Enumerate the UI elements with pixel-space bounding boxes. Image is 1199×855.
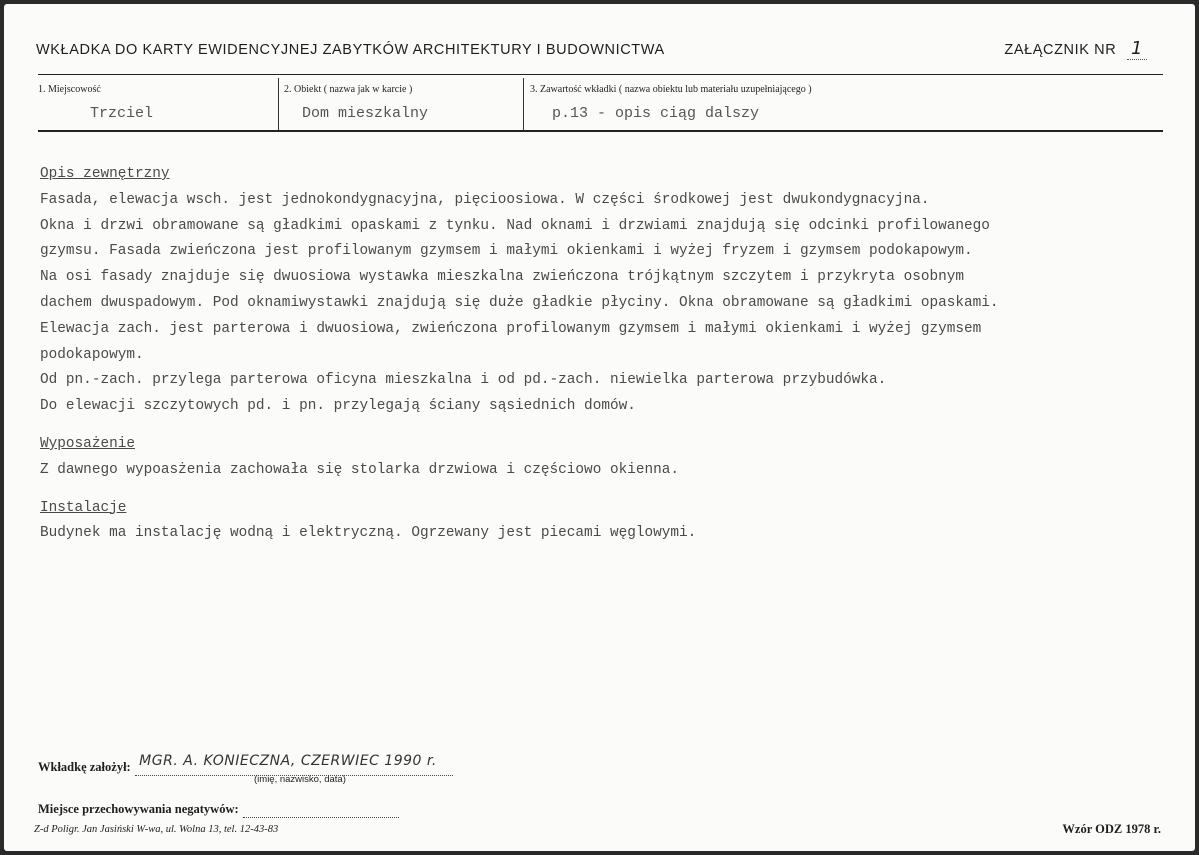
section-heading-installations: Instalacje	[40, 499, 127, 516]
negatives-label: Miejsce przechowywania negatywów:	[38, 802, 239, 816]
contents-value: p.13 - opis ciąg dalszy	[552, 105, 760, 122]
exterior-line: Od pn.-zach. przylega parterowa oficyna mieszkalna i od pd.-zach. niewielka parterowa przybudówka.	[40, 372, 887, 389]
negatives-field	[243, 805, 399, 818]
exterior-line: Fasada, elewacja wsch. jest jednokondygnacyjna, pięcioosiowa. W części środkowej jest dwukondygnacyjna.	[40, 191, 930, 208]
furnishing-line: Z dawnego wypoasżenia zachowała się stolarka drzwiowa i częściowo okienna.	[40, 461, 680, 478]
contents-label: 3. Zawartość wkładki ( nazwa obiektu lub materiału uzupełniającego )	[530, 84, 812, 95]
section-heading-exterior: Opis zewnętrzny	[40, 166, 170, 182]
object-value: Dom mieszkalny	[302, 105, 429, 122]
exterior-line: Okna i drzwi obramowane są gładkimi opaskami z tynku. Nad oknami i drzwiami znajdują się odcinki profilowanego	[40, 217, 990, 234]
header-rule-bottom	[38, 130, 1163, 132]
exterior-line: Do elewacji szczytowych pd. i pn. przylegają ściany sąsiednich domów.	[40, 398, 636, 415]
section-heading-furnishing: Wyposażenie	[40, 435, 135, 452]
printer-imprint: Z-d Poligr. Jan Jasiński W-wa, ul. Wolna 13, tel. 12-43-83	[34, 824, 279, 835]
form-code: Wzór ODZ 1978 r.	[1062, 822, 1161, 836]
installations-line: Budynek ma instalację wodną i elektryczną. Ogrzewany jest piecami węglowymi.	[40, 525, 697, 542]
field-divider-1	[278, 78, 279, 132]
annex-value: 1	[1127, 38, 1147, 60]
header-rule-top	[38, 74, 1163, 75]
founder-handwriting: MGR. A. KONIECZNA, CZERWIEC 1990 r.	[139, 753, 437, 769]
locality-value: Trzciel	[90, 105, 154, 122]
exterior-line: Elewacja zach. jest parterowa i dwuosiowa, zwieńczona profilowanym gzymsem i małymi okienkami i wyżej gzymsem	[40, 320, 982, 337]
field-divider-2	[523, 78, 524, 132]
object-label: 2. Obiekt ( nazwa jak w karcie )	[284, 84, 413, 95]
record-card	[4, 4, 1195, 851]
description-body	[40, 162, 1170, 547]
founder-row	[38, 753, 453, 776]
annex-number	[1004, 38, 1147, 59]
form-title: WKŁADKA DO KARTY EWIDENCYJNEJ ZABYTKÓW ARCHITEKTURY I BUDOWNICTWA	[36, 42, 665, 58]
negatives-row	[38, 800, 399, 818]
exterior-line: gzymsu. Fasada zwieńczona jest profilowanym gzymsem i małymi okienkami i wyżej fryzem i gzymsem podokapowym.	[40, 243, 973, 260]
founder-hint: (imię, nazwisko, data)	[254, 774, 346, 785]
locality-label: 1. Miejscowość	[38, 84, 101, 95]
founder-label: Wkładkę założył:	[38, 760, 131, 774]
annex-label: ZAŁĄCZNIK NR	[1004, 42, 1117, 58]
exterior-line: dachem dwuspadowym. Pod oknamiwystawki znajdują się duże gładkie płyciny. Okna obramowane są gładkimi opaskami.	[40, 294, 999, 311]
exterior-line: Na osi fasady znajduje się dwuosiowa wystawka mieszkalna zwieńczona trójkątnym szczytem i przykryta osobnym	[40, 269, 965, 286]
exterior-line: podokapowym.	[40, 346, 144, 363]
